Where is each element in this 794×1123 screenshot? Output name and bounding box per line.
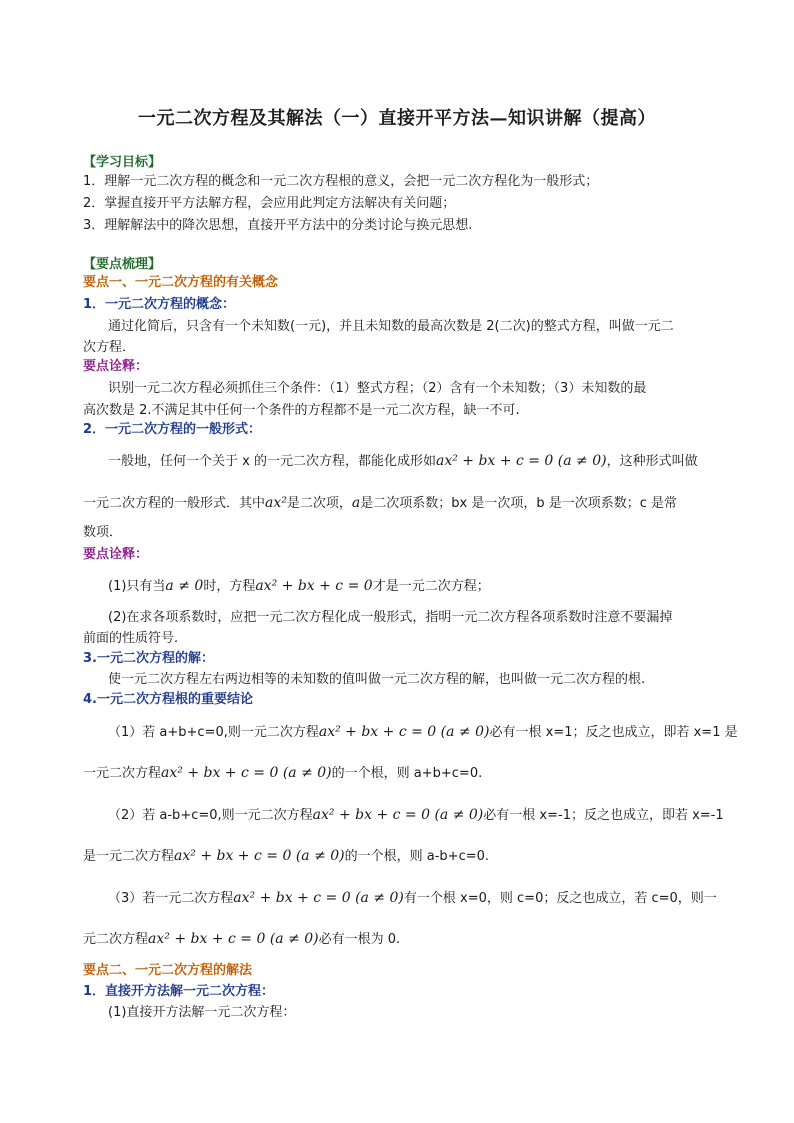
quadratic-term: ax² (265, 495, 287, 511)
conclusion-3-text-c: 元二次方程 (83, 932, 149, 947)
note-2-line-2: (2)在求各项系数时，应把一元二次方程化成一般形式，指明一元二次方程各项系数时注意不要漏掉 (108, 610, 673, 625)
section-3-text: 使一元二次方程左右两边相等的未知数的值叫做一元二次方程的解，也叫做一元二次方程的根. (108, 672, 646, 687)
section-4-title: 4.一元二次方程根的重要结论 (83, 692, 253, 707)
general-form-suffix: ，这种形式叫做 (606, 454, 698, 469)
note-2-text-b: 时，方程 (203, 579, 256, 594)
conclusion-3-text-d: 必有一根为 0. (318, 932, 401, 947)
goals-header: 【学习目标】 (83, 155, 162, 170)
conclusion-2-line-2 (83, 847, 713, 866)
standard-equation: ax² + bx + c = 0 (255, 578, 373, 594)
point-one-heading: 要点一、一元二次方程的有关概念 (83, 275, 279, 290)
a-not-zero: a ≠ 0 (165, 578, 204, 594)
goal-item-3: 3．理解解法中的降次思想，直接开平方法中的分类讨论与换元思想. (83, 218, 473, 233)
page-title: 一元二次方程及其解法（一）直接开平方法—知识讲解（提高） (138, 108, 656, 129)
conclusion-3-equation-2: ax² + bx + c = 0 (a ≠ 0) (148, 931, 319, 947)
section-2-title: 2．一元二次方程的一般形式： (83, 422, 262, 437)
conclusion-3-line-2 (83, 930, 713, 949)
note-1-text-2: 高次数是 2.不满足其中任何一个条件的方程都不是一元二次方程，缺一不可. (83, 403, 520, 418)
note-1-text-1: 识别一元二次方程必须抓住三个条件：（1）整式方程；（2）含有一个未知数；（3）未知数的最 (108, 381, 647, 396)
note-label-1: 要点诠释： (83, 359, 149, 374)
note-2-line-3: 前面的性质符号. (83, 631, 179, 646)
conclusion-3-text-a: （3）若一元二次方程 (108, 891, 234, 906)
conclusion-3-equation: ax² + bx + c = 0 (a ≠ 0) (233, 890, 404, 906)
conclusion-1-equation: ax² + bx + c = 0 (a ≠ 0) (318, 724, 490, 740)
conclusion-1-text-b: 必有一根 x=1；反之也成立，即若 x=1 是 (489, 725, 738, 740)
conclusion-2-equation-2: ax² + bx + c = 0 (a ≠ 0) (174, 848, 345, 864)
method-1-text: (1)直接开方法解一元二次方程： (108, 1005, 296, 1020)
conclusion-1-equation-2: ax² + bx + c = 0 (a ≠ 0) (161, 765, 332, 781)
point-two-heading: 要点二、一元二次方程的解法 (83, 963, 253, 978)
conclusion-1-line-1 (108, 723, 738, 742)
conclusion-2-line-1 (108, 806, 738, 825)
quadratic-term-text: 是二次项， (286, 496, 352, 511)
conclusion-2-text-c: 是一元二次方程 (83, 849, 175, 864)
section-3-title: 3.一元二次方程的解： (83, 651, 214, 666)
conclusion-1-text-c: 一元二次方程 (83, 766, 162, 781)
goal-item-2: 2．掌握直接开平方法解方程，会应用此判定方法解决有关问题； (83, 196, 456, 211)
section-1-title: 1．一元二次方程的概念： (83, 297, 236, 312)
coefficient-text: 是二次项系数；bx 是一次项，b 是一次项系数；c 是常 (360, 496, 677, 511)
note-2-line-1 (108, 577, 738, 596)
general-form-text: 一元二次方程的一般形式．其中 (83, 496, 266, 511)
section-2-line-2 (83, 494, 713, 513)
summary-header: 【要点梳理】 (83, 257, 162, 272)
goal-item-1: 1．理解一元二次方程的概念和一元二次方程根的意义，会把一元二次方程化为一般形式； (83, 174, 599, 189)
note-2-text-a: (1)只有当 (108, 579, 166, 594)
conclusion-1-line-2 (83, 764, 713, 783)
conclusion-3-line-1 (108, 889, 738, 908)
coefficient-a: a (351, 495, 361, 511)
conclusion-1-text-d: 的一个根，则 a+b+c=0. (331, 766, 483, 781)
general-form-equation: ax² + bx + c = 0 (a ≠ 0) (435, 453, 607, 469)
general-form-intro: 一般地，任何一个关于 x 的一元二次方程，都能化成形如 (108, 454, 436, 469)
section-2-line-3: 数项． (83, 525, 123, 540)
conclusion-1-text-a: （1）若 a+b+c=0,则一元二次方程 (108, 725, 319, 740)
conclusion-2-text-a: （2）若 a-b+c=0,则一元二次方程 (108, 808, 313, 823)
section-2-line-1 (108, 452, 738, 471)
section-1-text-2: 次方程． (83, 340, 136, 355)
conclusion-2-text-d: 的一个根，则 a-b+c=0. (344, 849, 490, 864)
conclusion-2-equation: ax² + bx + c = 0 (a ≠ 0) (312, 807, 484, 823)
note-2-text-c: 才是一元二次方程； (372, 579, 490, 594)
conclusion-2-text-b: 必有一根 x=-1；反之也成立，即若 x=-1 (483, 808, 724, 823)
method-1-title: 1．直接开方法解一元二次方程： (83, 984, 275, 999)
conclusion-3-text-b: 有一个根 x=0，则 c=0；反之也成立，若 c=0，则一 (403, 891, 717, 906)
note-label-2: 要点诠释： (83, 547, 149, 562)
section-1-text-1: 通过化简后，只含有一个未知数(一元)，并且未知数的最高次数是 2(二次)的整式方程，叫做一元二 (108, 319, 674, 334)
